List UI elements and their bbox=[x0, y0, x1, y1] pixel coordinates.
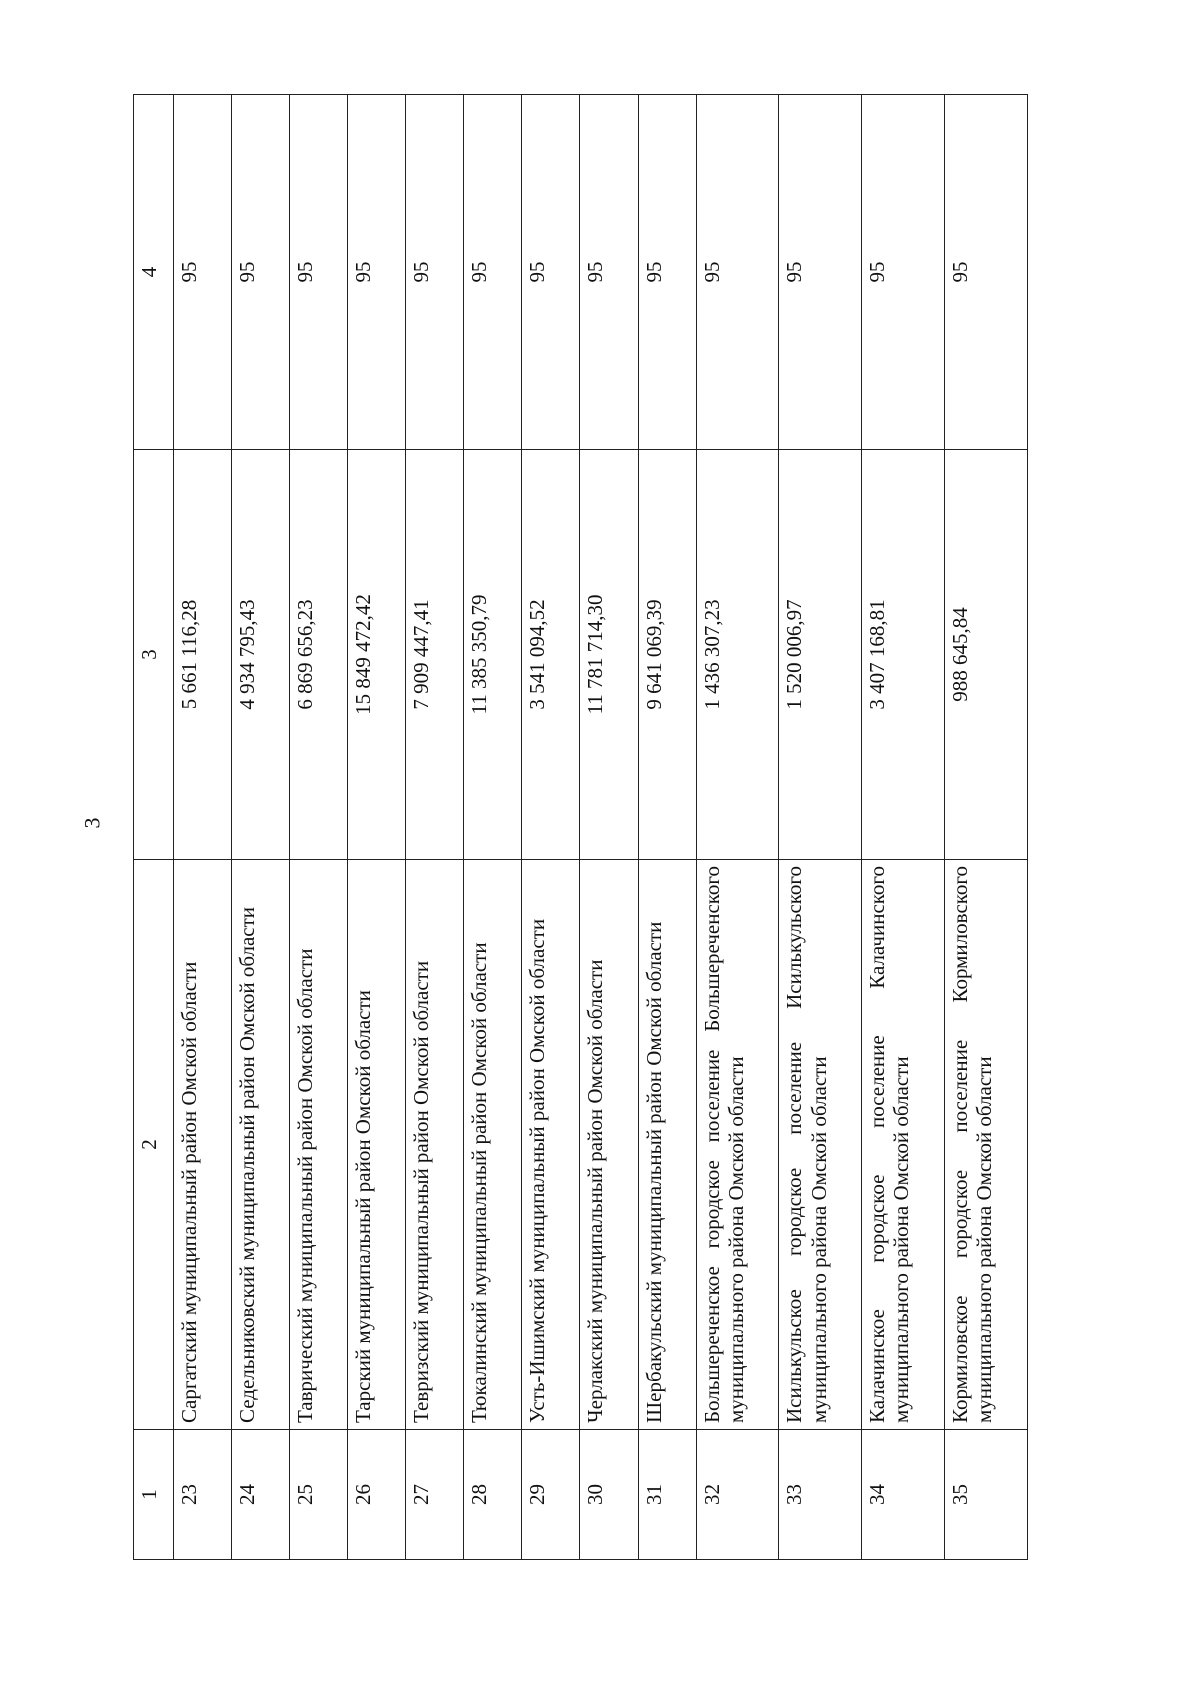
percent-value: 95 bbox=[945, 95, 1028, 450]
header-cell-3: 3 bbox=[134, 450, 174, 860]
subsidy-table bbox=[133, 94, 1028, 1560]
percent-value: 95 bbox=[348, 95, 406, 450]
row-number: 29 bbox=[522, 1430, 580, 1560]
header-cell-1: 1 bbox=[134, 1430, 174, 1560]
row-number: 34 bbox=[862, 1430, 945, 1560]
table-row bbox=[464, 95, 522, 1560]
percent-value: 95 bbox=[696, 95, 779, 450]
amount-value: 11 385 350,79 bbox=[464, 450, 522, 860]
percent-value: 95 bbox=[406, 95, 464, 450]
percent-value: 95 bbox=[638, 95, 696, 450]
municipality-name: Тарский муниципальный район Омской области bbox=[348, 860, 406, 1430]
table-row bbox=[348, 95, 406, 1560]
row-number: 28 bbox=[464, 1430, 522, 1560]
municipality-name: Черлакский муниципальный район Омской области bbox=[580, 860, 638, 1430]
header-cell-4: 4 bbox=[134, 95, 174, 450]
percent-value: 95 bbox=[173, 95, 231, 450]
percent-value: 95 bbox=[464, 95, 522, 450]
table-row bbox=[945, 95, 1028, 1560]
page-number: 3 bbox=[79, 817, 105, 829]
municipality-name: Тевризский муниципальный район Омской области bbox=[406, 860, 464, 1430]
table-header-row bbox=[134, 95, 174, 1560]
row-number: 24 bbox=[231, 1430, 289, 1560]
row-number: 30 bbox=[580, 1430, 638, 1560]
table-row bbox=[522, 95, 580, 1560]
row-number: 35 bbox=[945, 1430, 1028, 1560]
table-row bbox=[231, 95, 289, 1560]
table-row bbox=[173, 95, 231, 1560]
municipality-name: Шербакульский муниципальный район Омской области bbox=[638, 860, 696, 1430]
municipality-name: Седельниковский муниципальный район Омской области bbox=[231, 860, 289, 1430]
amount-value: 3 541 094,52 bbox=[522, 450, 580, 860]
row-number: 32 bbox=[696, 1430, 779, 1560]
row-number: 31 bbox=[638, 1430, 696, 1560]
row-number: 33 bbox=[779, 1430, 862, 1560]
percent-value: 95 bbox=[289, 95, 347, 450]
amount-value: 1 520 006,97 bbox=[779, 450, 862, 860]
amount-value: 3 407 168,81 bbox=[862, 450, 945, 860]
amount-value: 5 661 116,28 bbox=[173, 450, 231, 860]
municipality-name: Большереченское городское поселение Большереченского муниципального района Омской области bbox=[696, 860, 779, 1430]
table-row bbox=[862, 95, 945, 1560]
percent-value: 95 bbox=[522, 95, 580, 450]
percent-value: 95 bbox=[862, 95, 945, 450]
municipality-name: Тюкалинский муниципальный район Омской области bbox=[464, 860, 522, 1430]
amount-value: 15 849 472,42 bbox=[348, 450, 406, 860]
municipality-name: Таврический муниципальный район Омской области bbox=[289, 860, 347, 1430]
header-cell-2: 2 bbox=[134, 860, 174, 1430]
amount-value: 6 869 656,23 bbox=[289, 450, 347, 860]
amount-value: 988 645,84 bbox=[945, 450, 1028, 860]
amount-value: 4 934 795,43 bbox=[231, 450, 289, 860]
table-row bbox=[779, 95, 862, 1560]
row-number: 27 bbox=[406, 1430, 464, 1560]
table-row bbox=[289, 95, 347, 1560]
row-number: 25 bbox=[289, 1430, 347, 1560]
municipality-name: Исилькульское городское поселение Исилькульского муниципального района Омской области bbox=[779, 860, 862, 1430]
percent-value: 95 bbox=[779, 95, 862, 450]
amount-value: 11 781 714,30 bbox=[580, 450, 638, 860]
percent-value: 95 bbox=[231, 95, 289, 450]
municipality-name: Саргатский муниципальный район Омской области bbox=[173, 860, 231, 1430]
table-row bbox=[406, 95, 464, 1560]
municipality-name: Усть-Ишимский муниципальный район Омской области bbox=[522, 860, 580, 1430]
rotated-table-container bbox=[133, 95, 1028, 1560]
table-row bbox=[638, 95, 696, 1560]
table-row bbox=[696, 95, 779, 1560]
table-row bbox=[580, 95, 638, 1560]
amount-value: 7 909 447,41 bbox=[406, 450, 464, 860]
percent-value: 95 bbox=[580, 95, 638, 450]
municipality-name: Кормиловское городское поселение Кормиловского муниципального района Омской области bbox=[945, 860, 1028, 1430]
amount-value: 9 641 069,39 bbox=[638, 450, 696, 860]
amount-value: 1 436 307,23 bbox=[696, 450, 779, 860]
municipality-name: Калачинское городское поселение Калачинского муниципального района Омской области bbox=[862, 860, 945, 1430]
row-number: 26 bbox=[348, 1430, 406, 1560]
row-number: 23 bbox=[173, 1430, 231, 1560]
